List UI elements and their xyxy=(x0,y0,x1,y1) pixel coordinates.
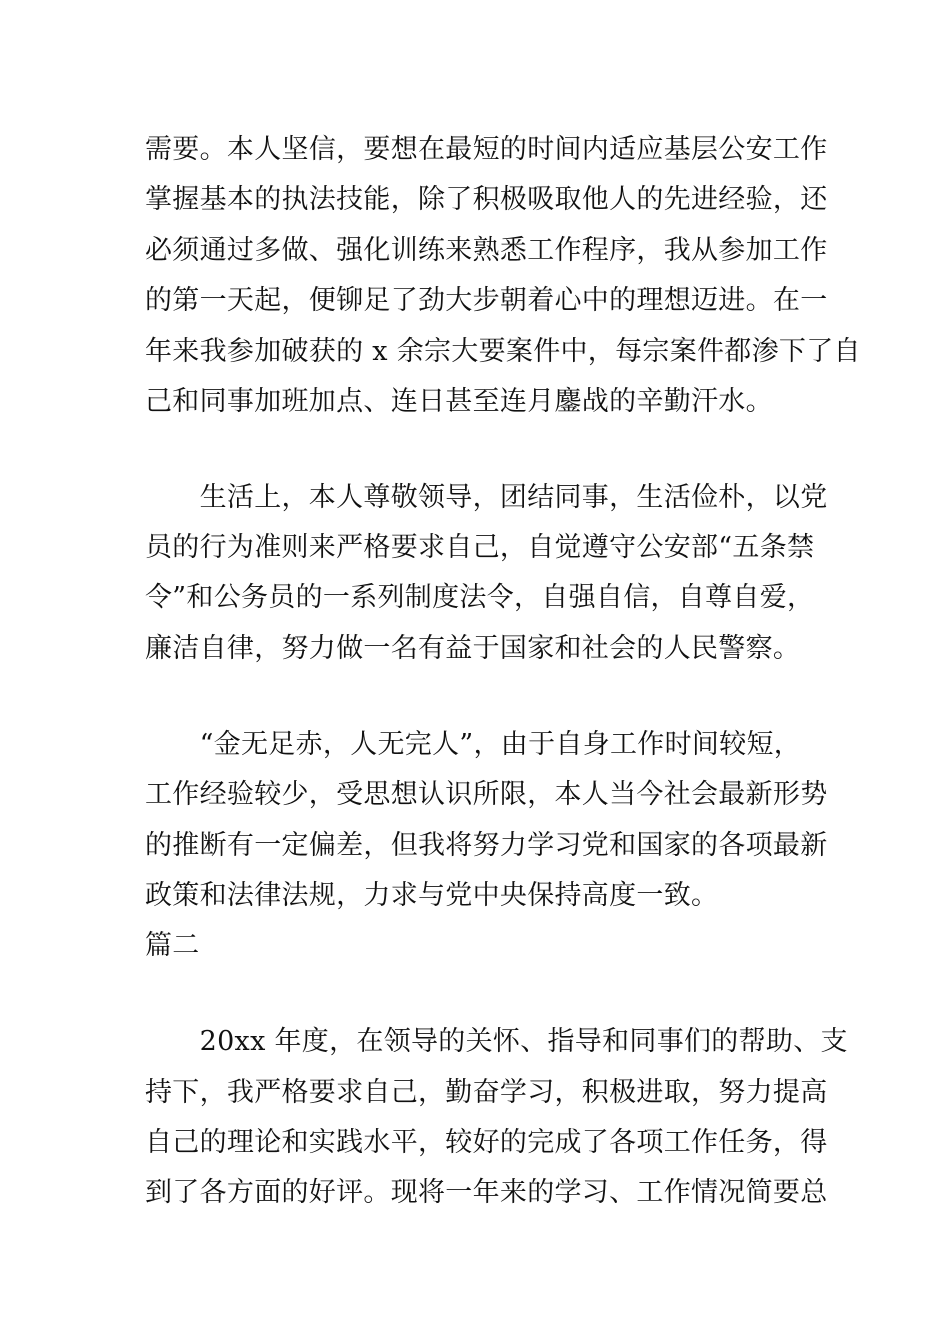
text-line: 年来我参加破获的 x 余宗大要案件中，每宗案件都渗下了自 xyxy=(145,336,861,367)
text-line: 工作经验较少，受思想认识所限，本人当今社会最新形势 xyxy=(145,779,828,810)
text-line: 持下，我严格要求自己，勤奋学习，积极进取，努力提高 xyxy=(145,1077,828,1108)
text-line: 生活上，本人尊敬领导，团结同事，生活俭朴，以党 xyxy=(145,482,828,513)
text-line: 需要。本人坚信，要想在最短的时间内适应基层公安工作 xyxy=(145,134,828,165)
section-heading: 篇二 xyxy=(145,930,200,961)
text-line: 的推断有一定偏差，但我将努力学习党和国家的各项最新 xyxy=(145,830,828,861)
text-line: 到了各方面的好评。现将一年来的学习、工作情况简要总 xyxy=(145,1177,828,1208)
text-line: 政策和法律法规，力求与党中央保持高度一致。 xyxy=(145,880,719,911)
text-line: 20xx 年度，在领导的关怀、指导和同事们的帮助、支 xyxy=(145,1026,848,1057)
text-line: 员的行为准则来严格要求自己，自觉遵守公安部“五条禁 xyxy=(145,532,815,563)
text-line: “金无足赤，人无完人”，由于自身工作时间较短， xyxy=(145,729,802,760)
text-line: 令”和公务员的一系列制度法令，自强自信，自尊自爱， xyxy=(145,582,815,613)
text-line: 的第一天起，便铆足了劲大步朝着心中的理想迈进。在一 xyxy=(145,285,828,316)
text-line: 廉洁自律，努力做一名有益于国家和社会的人民警察。 xyxy=(145,633,801,664)
text-line: 掌握基本的执法技能，除了积极吸取他人的先进经验，还 xyxy=(145,184,828,215)
text-line: 必须通过多做、强化训练来熟悉工作程序，我从参加工作 xyxy=(145,235,828,266)
text-line: 己和同事加班加点、连日甚至连月鏖战的辛勤汗水。 xyxy=(145,386,773,417)
text-line: 自己的理论和实践水平，较好的完成了各项工作任务，得 xyxy=(145,1127,828,1158)
